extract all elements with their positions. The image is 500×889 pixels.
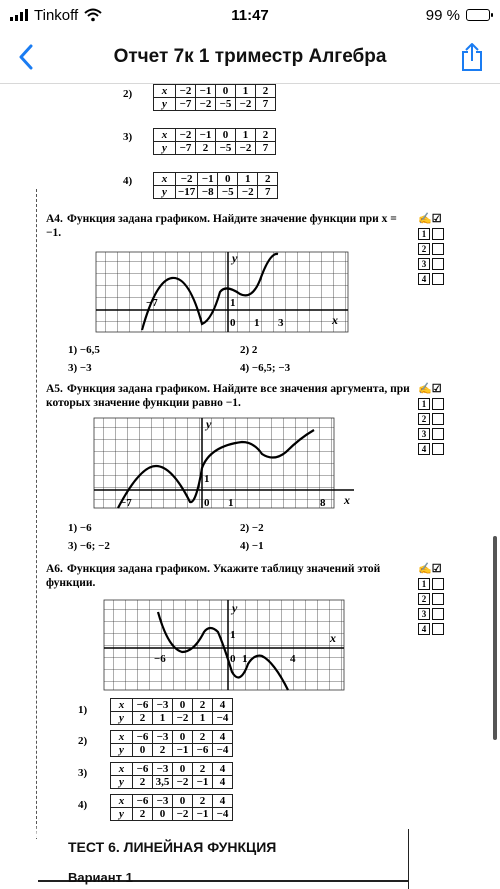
cell: −6: [133, 795, 153, 808]
cell: 0: [218, 173, 238, 186]
checkbox-mark-icon: ✍☑: [418, 213, 442, 225]
answer-checkbox-1[interactable]: [432, 398, 444, 410]
cell: 4: [213, 795, 233, 808]
cell: −2: [173, 712, 193, 725]
status-bar: [0, 0, 500, 30]
cell: −5: [216, 142, 236, 155]
table-x-header: x: [154, 85, 176, 98]
cell: −2: [238, 186, 258, 199]
table-y-header: y: [154, 186, 176, 199]
answer-a5-4: 4) −1: [240, 540, 264, 552]
table-x-header: x: [154, 129, 176, 142]
checkbox-number: 2: [418, 593, 430, 605]
prev-option-3-table: [153, 128, 276, 155]
cell: −7: [176, 98, 196, 111]
question-a5-text: [46, 382, 411, 410]
cell: −2: [176, 173, 198, 186]
checkbox-number: 3: [418, 258, 430, 270]
checkbox-number: 4: [418, 623, 430, 635]
x-label-one: 1: [242, 653, 248, 665]
battery-icon: [466, 9, 490, 21]
cell: 7: [256, 142, 276, 155]
cell: −1: [196, 129, 216, 142]
answer-a5-2: 2) −2: [240, 522, 264, 534]
cell: 1: [153, 712, 173, 725]
table-y-header: y: [111, 712, 133, 725]
table-y-header: y: [111, 744, 133, 757]
question-a5-statement: Функция задана графиком. Найдите все значения аргумента, при которых значение функции равно −1.: [46, 383, 410, 409]
y-axis-name: y: [232, 251, 238, 265]
table-x-header: x: [111, 699, 133, 712]
answer-checkbox-2[interactable]: [432, 593, 444, 605]
checkbox-number: 2: [418, 413, 430, 425]
cell: −6: [133, 763, 153, 776]
cell: −2: [173, 808, 193, 821]
cell: 0: [173, 699, 193, 712]
checkbox-mark-icon: ✍☑: [418, 383, 442, 395]
cell: −1: [173, 744, 193, 757]
graph-grid: [94, 418, 334, 508]
wifi-icon: [84, 8, 102, 22]
status-left: [10, 7, 190, 24]
table-x-header: x: [111, 795, 133, 808]
question-a6-text: [46, 562, 411, 590]
table-x-header: x: [154, 173, 176, 186]
answer-checkbox-3[interactable]: [432, 258, 444, 270]
origin-label: 0: [230, 653, 236, 665]
x-label-pos: 8: [320, 497, 326, 509]
next-test-title: ТЕСТ 6. ЛИНЕЙНАЯ ФУНКЦИЯ: [68, 839, 277, 855]
cell: −5: [218, 186, 238, 199]
a6-option-2-table: [110, 730, 233, 757]
prev-option-2-number: 2): [123, 88, 133, 100]
answer-a4-4: 4) −6,5; −3: [240, 362, 291, 374]
answer-checkboxes-a6: [418, 562, 458, 636]
x-label-neg: −6: [154, 653, 166, 665]
a6-option-1-table: [110, 698, 233, 725]
cell: −7: [176, 142, 196, 155]
answer-checkbox-2[interactable]: [432, 413, 444, 425]
answer-a4-3: 3) −3: [68, 362, 92, 374]
checkbox-number: 2: [418, 243, 430, 255]
cell: 2: [196, 142, 216, 155]
a6-option-3-table: [110, 762, 233, 789]
cell: 0: [153, 808, 173, 821]
prev-option-4-number: 4): [123, 175, 133, 187]
cell: −2: [236, 98, 256, 111]
cell: 2: [193, 699, 213, 712]
question-a6-statement: Функция задана графиком. Укажите таблицу значений этой функции.: [46, 563, 381, 589]
cell: −4: [213, 744, 233, 757]
cell: 2: [256, 129, 276, 142]
question-a4-code: A4.: [46, 213, 63, 225]
x-label-pos: 3: [278, 317, 284, 329]
cell: −2: [176, 129, 196, 142]
cell: −1: [193, 776, 213, 789]
carrier-name: Tinkoff: [34, 6, 79, 24]
origin-label: 0: [230, 317, 236, 329]
a6-option-3-number: 3): [78, 767, 88, 779]
cell: 1: [193, 712, 213, 725]
cell: 2: [153, 744, 173, 757]
chevron-left-icon: [18, 44, 34, 70]
origin-label: 0: [204, 497, 210, 509]
document-title: Отчет 7к 1 триместр Алгебра: [113, 45, 387, 67]
cell: 2: [193, 795, 213, 808]
table-y-header: y: [154, 142, 176, 155]
y-label-one: 1: [230, 297, 236, 309]
graph-a4: [94, 250, 354, 336]
checkbox-number: 4: [418, 273, 430, 285]
cell: 2: [133, 776, 153, 789]
graph-grid: [96, 252, 348, 332]
document-view[interactable]: [0, 84, 500, 889]
battery-percent: 99 %: [425, 6, 460, 24]
page-fade: [0, 824, 500, 838]
y-axis-name: y: [206, 417, 212, 431]
cell: 0: [133, 744, 153, 757]
table-x-header: x: [111, 731, 133, 744]
navigation-bar: [0, 30, 500, 84]
cell: 3,5: [153, 776, 173, 789]
x-axis-name: x: [344, 493, 350, 507]
cell: 1: [236, 85, 256, 98]
cell: −17: [176, 186, 198, 199]
share-button[interactable]: [452, 36, 492, 78]
answer-a4-2: 2) 2: [240, 344, 258, 356]
cell: 1: [238, 173, 258, 186]
prev-option-4-table: [153, 172, 278, 199]
cell: −3: [153, 731, 173, 744]
cell: 4: [213, 763, 233, 776]
graph-a6: [102, 598, 352, 694]
status-right: [426, 7, 490, 24]
answer-a5-3: 3) −6; −2: [68, 540, 110, 552]
cell: 2: [256, 85, 276, 98]
y-axis-name: y: [232, 601, 238, 615]
cell: −6: [193, 744, 213, 757]
answer-checkbox-4[interactable]: [432, 273, 444, 285]
cell: −3: [153, 795, 173, 808]
a6-option-1-number: 1): [78, 704, 88, 716]
cell: −2: [196, 98, 216, 111]
cell: −1: [198, 173, 218, 186]
cell: −2: [176, 85, 196, 98]
cell: 7: [258, 186, 278, 199]
checkbox-number: 1: [418, 398, 430, 410]
checkbox-number: 3: [418, 608, 430, 620]
x-label-one: 1: [254, 317, 260, 329]
cell: −6: [133, 699, 153, 712]
checkbox-number: 1: [418, 578, 430, 590]
a6-option-2-number: 2): [78, 735, 88, 747]
back-button[interactable]: [8, 38, 44, 76]
cell: 0: [216, 85, 236, 98]
checkbox-mark-icon: ✍☑: [418, 563, 442, 575]
question-a4-text: [46, 212, 411, 240]
cell: −1: [196, 85, 216, 98]
cell: 4: [213, 776, 233, 789]
answer-checkbox-3[interactable]: [432, 608, 444, 620]
cell: −5: [216, 98, 236, 111]
table-x-header: x: [111, 763, 133, 776]
answer-checkboxes-a4: [418, 212, 458, 286]
cell: 1: [236, 129, 256, 142]
table-y-header: y: [154, 98, 176, 111]
answer-checkbox-1[interactable]: [432, 578, 444, 590]
x-label-neg: −7: [120, 497, 132, 509]
x-axis-name: x: [330, 631, 336, 645]
cell: 2: [133, 808, 153, 821]
cell: −3: [153, 699, 173, 712]
share-icon: [460, 42, 484, 72]
answer-a5-1: 1) −6: [68, 522, 92, 534]
table-y-header: y: [111, 808, 133, 821]
cell: 7: [256, 98, 276, 111]
y-label-one: 1: [204, 473, 210, 485]
answer-checkbox-4[interactable]: [432, 443, 444, 455]
checkbox-number: 3: [418, 428, 430, 440]
cell: −1: [193, 808, 213, 821]
x-label-one: 1: [228, 497, 234, 509]
y-label-one: 1: [230, 629, 236, 641]
cell: 0: [173, 763, 193, 776]
table-y-header: y: [111, 776, 133, 789]
cell: 0: [173, 731, 193, 744]
page-edge-line: [408, 829, 409, 889]
cell: 2: [193, 731, 213, 744]
cell: 4: [213, 699, 233, 712]
cell: −6: [133, 731, 153, 744]
cell: −8: [198, 186, 218, 199]
signal-icon: [10, 9, 28, 21]
prev-option-2-table: [153, 84, 276, 111]
x-label-neg: −7: [146, 297, 158, 309]
cell: 2: [133, 712, 153, 725]
status-time: 11:47: [231, 6, 269, 24]
prev-option-3-number: 3): [123, 131, 133, 143]
a6-option-4-table: [110, 794, 233, 821]
cell: −2: [236, 142, 256, 155]
question-a6-code: A6.: [46, 563, 63, 575]
answer-checkboxes-a5: [418, 382, 458, 456]
page-margin-line: [36, 189, 37, 839]
cell: −4: [213, 712, 233, 725]
answer-a4-1: 1) −6,5: [68, 344, 100, 356]
answer-checkbox-4[interactable]: [432, 623, 444, 635]
cell: 0: [173, 795, 193, 808]
x-label-pos: 4: [290, 653, 296, 665]
cell: −4: [213, 808, 233, 821]
question-a4-statement: Функция задана графиком. Найдите значение функции при x = −1.: [46, 213, 397, 239]
checkbox-number: 4: [418, 443, 430, 455]
cell: 2: [258, 173, 278, 186]
answer-checkbox-1[interactable]: [432, 228, 444, 240]
cell: 2: [193, 763, 213, 776]
cell: −3: [153, 763, 173, 776]
question-a5-code: A5.: [46, 383, 63, 395]
graph-a5: [92, 416, 362, 512]
a6-option-4-number: 4): [78, 799, 88, 811]
x-axis-name: x: [332, 313, 338, 327]
answer-checkbox-2[interactable]: [432, 243, 444, 255]
cell: −2: [173, 776, 193, 789]
answer-checkbox-3[interactable]: [432, 428, 444, 440]
next-test-variant: Вариант 1: [68, 870, 133, 885]
cell: 0: [216, 129, 236, 142]
scrollbar[interactable]: [493, 536, 497, 740]
cell: 4: [213, 731, 233, 744]
checkbox-number: 1: [418, 228, 430, 240]
